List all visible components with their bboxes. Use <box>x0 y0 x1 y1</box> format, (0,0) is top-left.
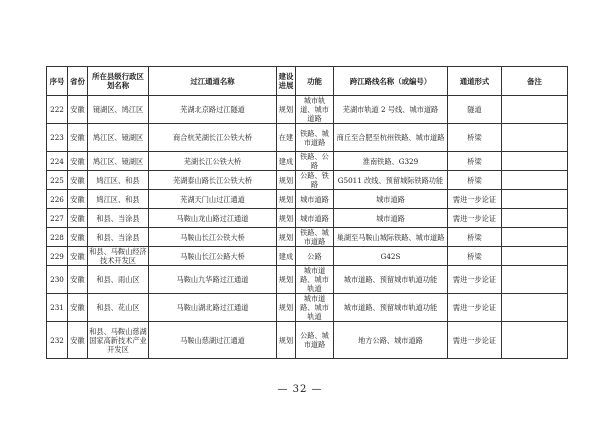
cell-function: 铁路、城市道路 <box>296 228 334 247</box>
table-row <box>47 247 568 266</box>
cell-route: 芜湖市轨道 2 号线、城市道路 <box>334 96 448 124</box>
table-row <box>47 228 568 247</box>
cell-form: 需进一步论证 <box>448 209 502 228</box>
cell-district: 鸠江区、镜湖区 <box>88 124 149 152</box>
cell-progress: 规划 <box>277 294 296 322</box>
cell-route: 地方公路、城市道路 <box>334 322 448 359</box>
cell-route: 城市道路 <box>334 190 448 209</box>
table-row <box>47 96 568 124</box>
table-row <box>47 190 568 209</box>
cell-district: 和县、马鞍山经济技术开发区 <box>89 247 147 265</box>
cell-function: 公路 <box>296 247 334 266</box>
cell-remark <box>502 124 568 152</box>
cell-province: 安徽 <box>68 171 88 190</box>
cell-province: 安徽 <box>68 96 88 124</box>
cell-crossing-name: 马鞍山长江公路大桥 <box>149 247 277 266</box>
cell-remark <box>502 322 568 359</box>
cell-province: 安徽 <box>68 266 88 294</box>
cell-remark <box>502 171 568 190</box>
cell-crossing-name: 马鞍山慈湖过江通道 <box>149 322 277 359</box>
cell-function: 城市道路 <box>296 190 334 209</box>
page-number: — 32 — <box>277 384 323 395</box>
cell-province: 安徽 <box>68 294 88 322</box>
cell-index: 228 <box>47 228 68 247</box>
cell-crossing-name: 马鞍山湖北路过江通道 <box>149 294 277 322</box>
cell-route: 淮南铁路、G329 <box>334 152 448 171</box>
cell-route: G5011 改线、预留城际铁路功能 <box>334 171 448 190</box>
cell-index: 225 <box>47 171 68 190</box>
table-row <box>47 322 568 359</box>
cell-remark <box>502 266 568 294</box>
cell-province: 安徽 <box>68 228 88 247</box>
cell-progress: 规划 <box>277 190 296 209</box>
cell-index: 226 <box>47 190 68 209</box>
cell-route: G42S <box>334 247 448 266</box>
cell-function: 铁路、公路 <box>296 152 334 171</box>
header-cell: 所在县级行政区划名称 <box>88 67 149 96</box>
cell-form: 桥梁 <box>448 247 502 266</box>
cell-form: 桥梁 <box>448 152 502 171</box>
header-cell: 通道形式 <box>448 67 502 96</box>
cell-district: 镜湖区、鸠江区 <box>88 96 149 124</box>
header-row <box>47 67 568 96</box>
cell-crossing-name: 芜湖泰山路长江公铁大桥 <box>149 171 277 190</box>
cell-crossing-name: 马鞍山九华路过江通道 <box>149 266 277 294</box>
cell-function: 公路、铁路 <box>296 171 334 190</box>
header-cell: 序号 <box>47 67 68 96</box>
cell-progress: 建成 <box>277 247 296 266</box>
cell-district: 和县、当涂县 <box>88 209 149 228</box>
cell-index: 231 <box>47 294 68 322</box>
cell-index: 229 <box>47 247 68 266</box>
header-cell: 省份 <box>68 67 88 96</box>
cell-province: 安徽 <box>68 247 88 266</box>
cell-function: 铁路、城市道路 <box>296 124 334 152</box>
cell-remark <box>502 294 568 322</box>
cell-progress: 在建 <box>277 124 296 152</box>
table-row <box>47 124 568 152</box>
cell-form: 桥梁 <box>448 124 502 152</box>
cell-index: 227 <box>47 209 68 228</box>
document-sheet <box>46 66 567 359</box>
cell-district: 和县、花山区 <box>88 294 149 322</box>
table-row <box>47 152 568 171</box>
cell-form: 桥梁 <box>448 228 502 247</box>
header-cell: 建设进展 <box>277 67 296 96</box>
cell-remark <box>502 190 568 209</box>
cell-crossing-name: 商合杭芜湖长江公铁大桥 <box>149 124 277 152</box>
cell-form: 需进一步论证 <box>448 266 502 294</box>
cell-route: 城市道路 <box>334 209 448 228</box>
cell-remark <box>502 96 568 124</box>
header-cell: 跨江路线名称（或编号） <box>334 67 448 96</box>
cell-function: 城市道路、城市轨道 <box>296 294 334 322</box>
cell-district: 和县、马鞍山慈湖国家高新技术产业开发区 <box>88 322 149 359</box>
cell-province: 安徽 <box>68 124 88 152</box>
cell-form: 隧道 <box>448 96 502 124</box>
cell-index: 222 <box>47 96 68 124</box>
table-row <box>47 209 568 228</box>
cell-district: 鸠江区、镜湖区 <box>88 152 149 171</box>
cell-function: 城市轨道、城市道路 <box>296 96 334 124</box>
header-cell: 备注 <box>502 67 568 96</box>
table-row <box>47 266 568 294</box>
cell-index: 232 <box>47 322 68 359</box>
cell-index: 224 <box>47 152 68 171</box>
table-row <box>47 171 568 190</box>
cell-progress: 规划 <box>277 171 296 190</box>
cell-progress: 规划 <box>277 228 296 247</box>
cell-function: 城市道路 <box>296 209 334 228</box>
cell-province: 安徽 <box>68 209 88 228</box>
cell-progress: 规划 <box>277 96 296 124</box>
cell-function: 城市道路、城市轨道 <box>296 266 334 294</box>
cell-remark <box>502 228 568 247</box>
cell-remark <box>502 247 568 266</box>
cell-index: 223 <box>47 124 68 152</box>
river-crossing-table <box>46 66 568 359</box>
cell-province: 安徽 <box>68 190 88 209</box>
cell-crossing-name: 芜湖天门山过江通道 <box>149 190 277 209</box>
cell-district: 鸠江区、和县 <box>88 190 149 209</box>
cell-route: 巢湖至马鞍山城际铁路、城市道路 <box>334 228 448 247</box>
cell-route: 商丘至合肥至杭州铁路、城市道路 <box>334 124 448 152</box>
cell-crossing-name: 马鞍山长江公铁大桥 <box>149 228 277 247</box>
cell-district: 鸠江区、和县 <box>88 171 149 190</box>
cell-route: 城市道路、预留城市轨道功能 <box>334 266 448 294</box>
cell-progress: 建成 <box>277 152 296 171</box>
cell-district: 和县、当涂县 <box>88 228 149 247</box>
cell-province: 安徽 <box>68 322 88 359</box>
cell-crossing-name: 芜湖长江公铁大桥 <box>149 152 277 171</box>
cell-function: 公路、城市道路 <box>296 322 334 359</box>
cell-form: 需进一步论证 <box>448 294 502 322</box>
cell-form: 桥梁 <box>448 171 502 190</box>
cell-progress: 规划 <box>277 266 296 294</box>
cell-index: 230 <box>47 266 68 294</box>
cell-form: 需进一步论证 <box>448 190 502 209</box>
cell-remark <box>502 152 568 171</box>
cell-progress: 规划 <box>277 322 296 359</box>
cell-remark <box>502 209 568 228</box>
table-row <box>47 294 568 322</box>
cell-crossing-name: 芜湖北京路过江隧道 <box>149 96 277 124</box>
header-cell: 过江通道名称 <box>149 67 277 96</box>
cell-progress: 规划 <box>277 209 296 228</box>
cell-form: 需进一步论证 <box>448 322 502 359</box>
header-cell: 功能 <box>296 67 334 96</box>
cell-province: 安徽 <box>68 152 88 171</box>
cell-route: 城市道路、预留城市轨道功能 <box>334 294 448 322</box>
cell-crossing-name: 马鞍山龙山路过江通道 <box>149 209 277 228</box>
cell-district: 和县、雨山区 <box>88 266 149 294</box>
